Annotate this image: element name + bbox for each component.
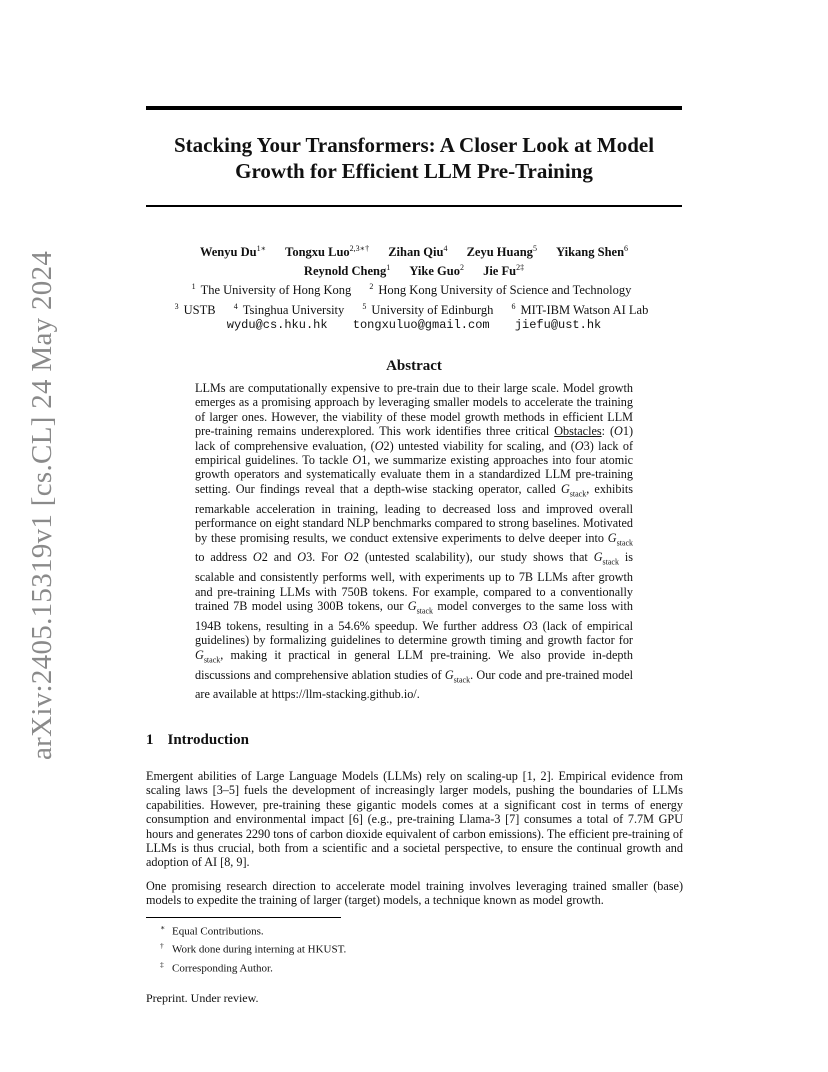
affiliation: $^5$ University of Edinburgh [362, 301, 494, 317]
author-block [130, 241, 698, 333]
author: Zihan Qiu$^4$ [388, 244, 448, 260]
abstract-text: LLMs are computationally expensive to pre-train due to their large scale. Model growth emerges as a promising approach by leveraging smaller models to accelerate the training of larger ones. However, the viability of these model growth methods in efficient LLM pre-training remains underexplored. This work identifies three critical Obstacles: (O1) lack of comprehensive evaluation, (O2) untested viability for scaling, and (O3) lack of empirical guidelines. To tackle O1, we summarize existing approaches into four atomic growth operators and systematically evaluate them in a standardized LLM pre-training setting. Our findings reveal that a depth-wise stacking operator, called $G_{stack}$, exhibits remarkable acceleration in training, leading to decreased loss and improved overall performance on eight standard NLP benchmarks compared to strong baselines. Motivated by these promising results, we conduct extensive experiments to delve deeper into $G_{stack}$ to address O2 and O3. For O2 (untested scalability), our study shows that $G_{stack}$ is scalable and consistently performs well, with experiments up to 7B LLMs after growth and pre-training LLMs with 750B tokens. For example, compared to a conventionally trained 7B model using 300B tokens, our $G_{stack}$ model converges to the same loss with 194B tokens, resulting in a 54.6% speedup. We further address O3 (lack of empirical guidelines) by formalizing guidelines to determine growth timing and growth factor for $G_{stack}$, making it practical in general LLM pre-training. We also provide in-depth discussions and comprehensive ablation studies of $G_{stack}$. Our code and pre-trained model are available at https://llm-stacking.github.io/. [195, 381, 634, 702]
paper-title [130, 132, 698, 184]
footnote: ∗ Equal Contributions. [160, 923, 264, 938]
email: wydu@cs.hku.hk [226, 317, 328, 332]
email: jiefu@ust.hk [514, 317, 602, 332]
footnote-rule [146, 917, 341, 918]
footnote: ‡ Corresponding Author. [160, 959, 273, 975]
affiliation: $^2$ Hong Kong University of Science and Technology [369, 282, 632, 298]
affiliations-line-2 [130, 298, 698, 317]
preprint-notice: Preprint. Under review. [146, 991, 259, 1005]
author: Wenyu $Du^{1∗}$ [199, 244, 267, 260]
title-line-2: Growth for Efficient LLM Pre-Training [235, 159, 593, 183]
author: Jie $Fu^{2\ddagger}$ [483, 263, 525, 279]
affiliations-line-1 [130, 279, 698, 298]
affiliation: $^3$ USTB [174, 301, 216, 317]
section-title: Introduction [167, 732, 249, 748]
section-heading-introduction [146, 732, 249, 749]
intro-paragraph-1: Emergent abilities of Large Language Models (LLMs) rely on scaling-up [1, 2]. Empirical evidence from scaling laws [3–5] fuels the development of increasingly larger models, pushing the boundaries of LLMs capabilities. However, pre-training these gigantic models comes at a significant cost in terms of energy consumption and environmental impact [6] (e.g., pre-training Llama-3 [7] consumes a total of 7.7M GPU hours and generates 2290 tons of carbon dioxide equivalent of carbon emissions). The efficient pre-training of LLMs is thus crucial, both from a scientific and a societal perspective, to ensure the continual growth and adoption of AI [8, 9]. [146, 769, 683, 870]
author-emails [130, 318, 698, 333]
section-number: 1 [146, 732, 154, 748]
arxiv-id-text: arXiv:2405.15319v1 [cs.CL] 24 May 2024 [26, 250, 58, 760]
author-names [130, 241, 698, 279]
arxiv-identifier-stamp [26, 250, 76, 760]
intro-paragraph-2: One promising research direction to accelerate model training involves leveraging trained smaller (base) models to expedite the training of larger (target) models, a technique known as model growth. [146, 879, 683, 908]
footnote: † Work done during interning at HKUST. [160, 941, 347, 956]
author: Yikang Shen$^6$ [556, 244, 629, 260]
abstract-heading: Abstract [386, 358, 442, 374]
affiliation: $^1$ The University of Hong Kong [191, 282, 352, 298]
email: tongxuluo@gmail.com [352, 317, 490, 332]
author: Reynold Cheng$^1$ [303, 263, 391, 279]
title-line-1: Stacking Your Transformers: A Closer Look at Model [173, 133, 655, 157]
author: Tongxu Luo$^{2,3∗\dagger}$ [285, 244, 370, 260]
author: Zeyu Huang$^5$ [466, 244, 537, 260]
footnotes [160, 921, 346, 976]
author: Yike Guo$^2$ [409, 263, 464, 279]
affiliation: $^6$ MIT-IBM Watson AI Lab [511, 301, 649, 317]
title-rule-top [146, 106, 682, 110]
title-rule-bottom [146, 205, 682, 207]
affiliation: $^4$ Tsinghua University [233, 301, 345, 317]
